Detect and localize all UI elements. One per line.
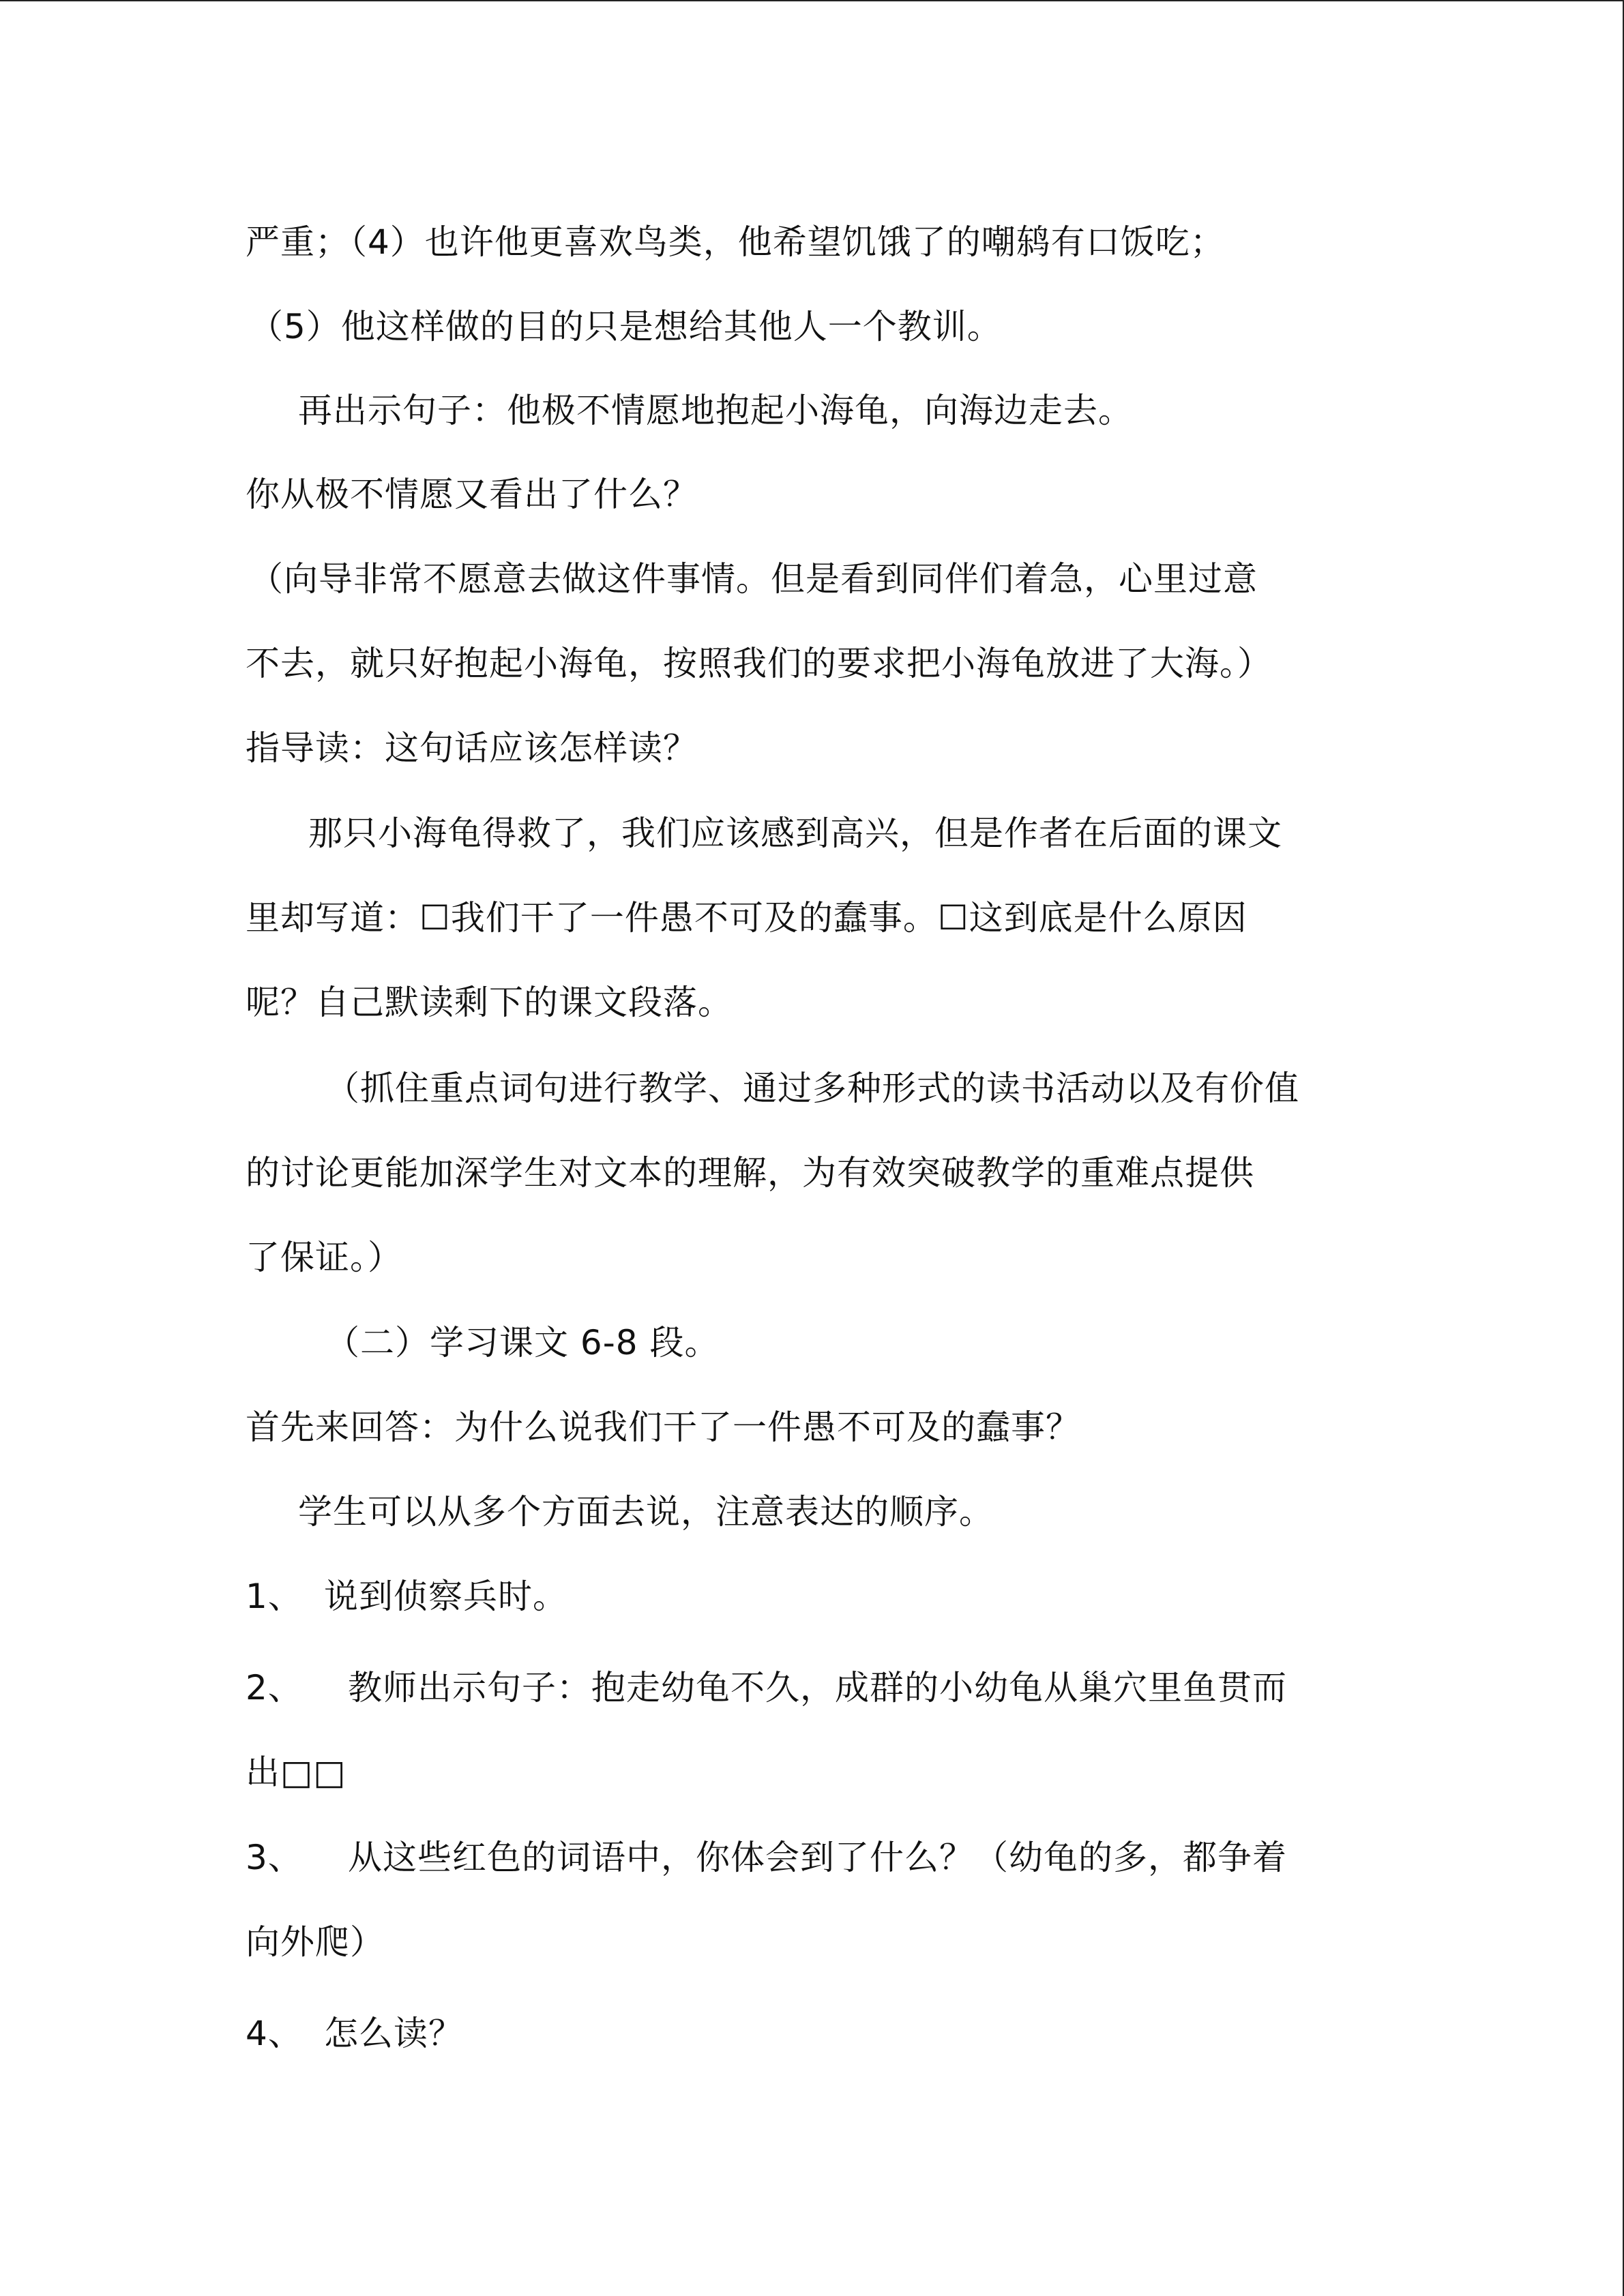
list-text: 教师出示句子：抱走幼龟不久，成群的小幼龟从巢穴里鱼贯而 [348, 1668, 1287, 1708]
list-continuation [246, 1750, 346, 1794]
text-line: 学生可以从多个方面去说，注意表达的顺序。 [298, 1492, 994, 1532]
section-heading: （二）学习课文 6-8 段。 [325, 1323, 720, 1362]
text-line: 再出示句子：他极不情愿地抱起小海龟，向海边走去。 [298, 391, 1133, 430]
text-line: 首先来回答：为什么说我们干了一件愚不可及的蠢事？ [246, 1407, 1080, 1447]
text-line: 不去，就只好抱起小海龟，按照我们的要求把小海龟放进了大海。） [246, 644, 1272, 683]
text-line: 呢？自己默读剩下的课文段落。 [246, 983, 733, 1022]
list-number: 1、 [246, 1577, 303, 1616]
list-text: 怎么读？ [324, 2014, 463, 2053]
list-number: 3、 [246, 1838, 303, 1877]
text-line: 那只小海龟得救了，我们应该感到高兴，但是作者在后面的课文 [308, 814, 1282, 853]
list-continuation [246, 1920, 385, 1964]
text-line: （向导非常不愿意去做这件事情。但是看到同伴们着急，心里过意 [249, 559, 1258, 599]
list-text: 出□□ [246, 1753, 346, 1792]
text-line: （抓住重点词句进行教学、通过多种形式的读书活动以及有价值 [325, 1069, 1299, 1108]
text-line: 严重；（4）也许他更喜欢鸟类，他希望饥饿了的嘲鸫有口饭吃； [246, 222, 1225, 262]
text-line: 了保证。） [246, 1238, 402, 1277]
list-item [246, 2012, 463, 2055]
list-item [246, 1666, 1287, 1710]
text-line: 你从极不情愿又看出了什么？ [246, 475, 698, 514]
list-text: 从这些红色的词语中，你体会到了什么？（幼龟的多，都争着 [348, 1838, 1287, 1877]
list-number: 2、 [246, 1668, 303, 1708]
list-item [246, 1575, 567, 1618]
list-number: 4、 [246, 2014, 303, 2053]
list-text: 说到侦察兵时。 [324, 1577, 567, 1616]
list-text: 向外爬） [246, 1922, 385, 1962]
text-line: 指导读：这句话应该怎样读？ [246, 728, 698, 768]
list-item [246, 1836, 1287, 1879]
text-line: 的讨论更能加深学生对文本的理解，为有效突破教学的重难点提供 [246, 1153, 1254, 1193]
text-line: （5）他这样做的目的只是想给其他人一个教训。 [249, 307, 1002, 346]
text-line: 里却写道：☐我们干了一件愚不可及的蠢事。☐这到底是什么原因 [246, 898, 1247, 938]
